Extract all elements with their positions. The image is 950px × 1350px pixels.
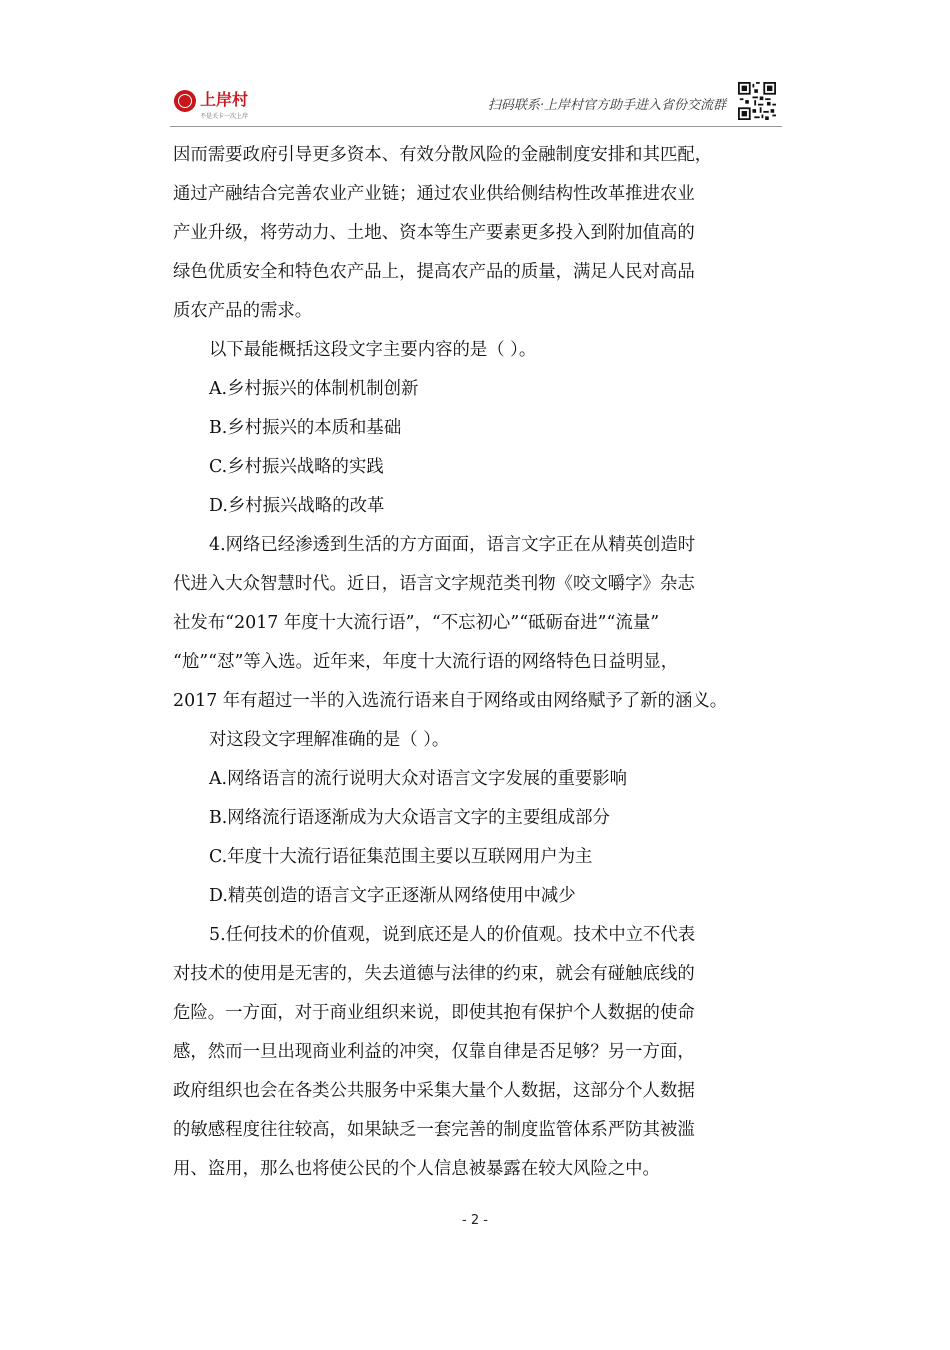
passage-line: 用、盗用，那么也将使公民的个人信息被暴露在较大风险之中。	[173, 1159, 660, 1179]
passage-line: 代进入大众智慧时代。近日，语言文字规范类刊物《咬文嚼字》杂志	[173, 574, 695, 594]
brand-logo	[174, 90, 264, 124]
seal-icon	[174, 90, 196, 112]
brand-slogan: 不是关卡一次上岸	[200, 113, 249, 120]
option-b: B.网络流行语逐渐成为大众语言文字的主要组成部分	[209, 808, 610, 828]
option-a: A.网络语言的流行说明大众对语言文字发展的重要影响	[209, 769, 628, 789]
passage-line: 因而需要政府引导更多资本、有效分散风险的金融制度安排和其匹配，	[173, 145, 713, 165]
page-content	[173, 136, 785, 1189]
qr-code-icon[interactable]	[738, 82, 776, 120]
page-number: - 2 -	[462, 1213, 488, 1228]
question-stem: 对这段文字理解准确的是（ ）。	[209, 730, 450, 750]
option-d: D.精英创造的语言文字正逐渐从网络使用中减少	[209, 886, 576, 906]
passage-line: 质农产品的需求。	[173, 301, 313, 321]
passage-line: 危险。一方面，对于商业组织来说，即使其抱有保护个人数据的使命	[173, 1003, 695, 1023]
passage-line: 社发布“2017 年度十大流行语”，“不忘初心”“砥砺奋进”“流量”	[173, 613, 660, 633]
page-header	[170, 80, 782, 128]
passage-line: 的敏感程度往往较高，如果缺乏一套完善的制度监管体系严防其被滥	[173, 1120, 695, 1140]
option-b: B.乡村振兴的本质和基础	[209, 418, 402, 438]
option-c: C.乡村振兴战略的实践	[209, 457, 384, 477]
contact-text: 扫码联系·上岸村官方助手进入省份交流群	[487, 98, 726, 113]
passage-line: 绿色优质安全和特色农产品上，提高农产品的质量，满足人民对高品	[173, 262, 695, 282]
header-divider	[170, 126, 782, 127]
passage-line: “尬”“怼”等入选。近年来，年度十大流行语的网络特色日益明显，	[173, 652, 679, 672]
option-c: C.年度十大流行语征集范围主要以互联网用户为主	[209, 847, 593, 867]
option-d: D.乡村振兴战略的改革	[209, 496, 385, 516]
passage-line: 通过产融结合完善农业产业链；通过农业供给侧结构性改革推进农业	[173, 184, 695, 204]
passage-line: 对技术的使用是无害的，失去道德与法律的约束，就会有碰触底线的	[173, 964, 695, 984]
passage-line: 感，然而一旦出现商业利益的冲突，仅靠自律是否足够？另一方面，	[173, 1042, 695, 1062]
passage-line: 产业升级，将劳动力、土地、资本等生产要素更多投入到附加值高的	[173, 223, 695, 243]
brand-name: 上岸村	[200, 90, 249, 109]
passage-line: 5.任何技术的价值观，说到底还是人的价值观。技术中立不代表	[209, 925, 696, 945]
question-stem: 以下最能概括这段文字主要内容的是（ ）。	[209, 340, 537, 360]
passage-line: 2017 年有超过一半的入选流行语来自于网络或由网络赋予了新的涵义。	[173, 691, 728, 711]
option-a: A.乡村振兴的体制机制创新	[209, 379, 419, 399]
passage-line: 政府组织也会在各类公共服务中采集大量个人数据，这部分个人数据	[173, 1081, 695, 1101]
passage-line: 4.网络已经渗透到生活的方方面面，语言文字正在从精英创造时	[209, 535, 696, 555]
